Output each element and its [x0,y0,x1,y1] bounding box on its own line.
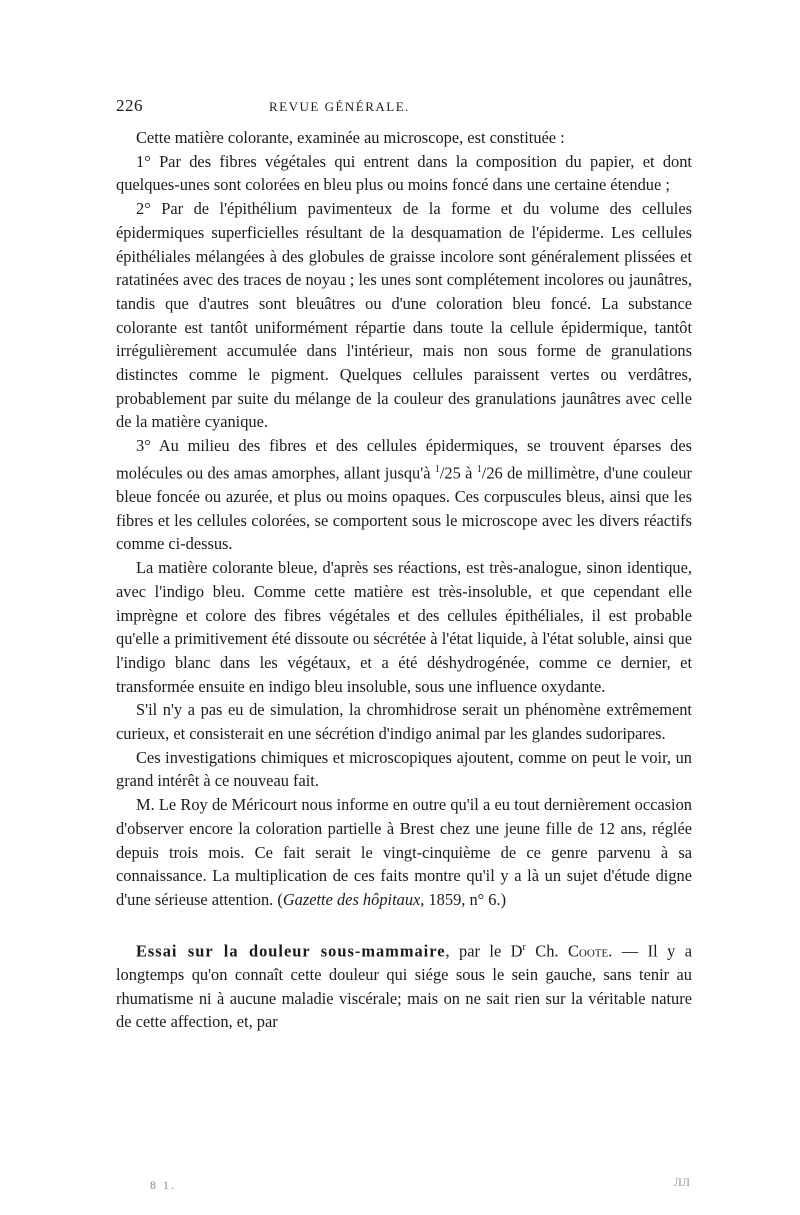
body-text [116,126,692,1034]
fraction-1-numerator: 1 [434,463,440,475]
article-text: — Il y a longtemps qu'on connaît cette douleur qui siége sous le sein gauche, sans tenir au rhumatisme ni à aucune maladie viscérale; mais on ne sait rien sur la véritable nature de cette affection, et, par [116,941,692,1032]
fraction-2-numerator: 1 [476,463,482,475]
paragraph-fibres: 1° Par des fibres végétales qui entrent dans la composition du papier, et dont quelques-unes sont colorées en bleu plus ou moins foncé dans une certaine étendue ; [116,151,692,195]
section-gap [116,912,692,936]
paragraph-chromhidrose: S'il n'y a pas eu de simulation, la chromhidrose serait un phénomène extrêmement curieux, et consisterait en une sécrétion d'indigo animal par les glandes sudoripares. [116,700,692,744]
paragraph-investigations: Ces investigations chimiques et microscopiques ajoutent, comme on peut le voir, un grand intérêt à ce nouveau fait. [116,747,692,791]
running-title: REVUE GÉNÉRALE. [269,99,410,114]
paragraph-indigo: La matière colorante bleue, d'après ses réactions, est très-analogue, sinon identique, avec l'indigo bleu. Comme cette matière est très-insoluble, et que cependant elle imprègne et colore des fibres végétales et des cellules épithéliales, il est probable qu'elle a primitivement été dissoute ou sécrétée à l'état liquide, à l'état soluble, ainsi que l'indigo blanc dans les végétaux, et a été déshydrogénée, comme ce dernier, et transformée ensuite en indigo bleu insoluble, sous une influence oxydante. [116,558,692,696]
corpuscles-text-b: de millimètre, d'une couleur bleue foncée ou azurée, et plus ou moins opaques. Ces corpuscules bleus, ainsi que les fibres et les cellules colorées, se comportent sous le microscope avec les divers réactifs comme ci-dessus. [116,463,692,554]
signature-mark: 8 1. [150,1178,176,1192]
page-number: 226 [116,96,143,115]
corpuscles-text-mid: à [460,463,477,483]
byline-text-b: Ch. [525,941,568,961]
page-header [116,96,692,122]
citation-source: Gazette des hôpitaux, [282,889,425,909]
fraction-2-denominator: /26 [481,463,503,483]
byline-superscript: r [522,941,526,953]
footer-right-mark: ЛЛ [673,1175,690,1189]
article-author: Coote. [567,941,613,961]
article-paragraph [116,936,692,1034]
byline-text-a: , par le D [445,941,523,961]
paragraph-le-roy [116,793,692,912]
corpuscles-text-a: 3° Au milieu des fibres et des cellules épidermiques, se trouvent éparses des molécules ou des amas amorphes, allant jusqu'à [116,436,692,483]
fraction-1-denominator: /25 [439,463,461,483]
paragraph-intro: Cette matière colorante, examinée au microscope, est constituée : [136,128,565,147]
article-title: Essai sur la douleur sous-mammaire [136,941,446,961]
le-roy-text-a: M. Le Roy de Méricourt nous informe en outre qu'il a eu tout dernièrement occasion d'observer encore la coloration partielle à Brest chez une jeune fille de 12 ans, réglée depuis trois mois. Ce fait serait le vingt-cinquième de ce genre parvenu à sa connaissance. La multiplication de ces faits montre qu'il y a là un sujet d'étude digne d'une sérieuse attention. ( [116,795,692,909]
paragraph-corpuscles [116,434,692,556]
le-roy-text-b: 1859, n° 6.) [424,889,507,909]
paragraph-epithelium: 2° Par de l'épithélium pavimenteux de la forme et du volume des cellules épidermiques superficielles résultant de la desquamation de l'épiderme. Les cellules épithéliales mélangées à des globules de graisse incolore sont généralement plissées et ratatinées avec des traces de noyau ; les unes sont complétement incolores ou jaunâtres, tandis que d'autres sont bleuâtres ou d'une coloration bleu foncé. La substance colorante est tantôt uniformément répartie dans toute la cellule épidermique, tantôt irrégulièrement accumulée dans l'intérieur, mais non sous forme de granulations distinctes comme le pigment. Quelques cellules paraissent vertes ou verdâtres, probablement par suite du mélange de la couleur des granulations jaunâtres avec celle de la matière cyanique. [116,199,692,432]
